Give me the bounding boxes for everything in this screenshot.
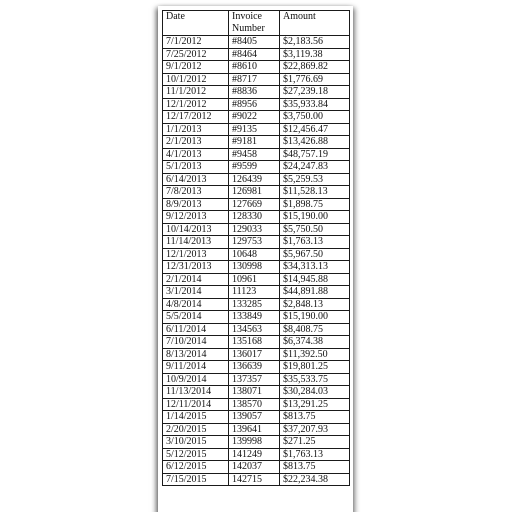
date-cell: 3/10/2015 bbox=[163, 436, 229, 449]
invoice-number-cell: 139998 bbox=[229, 436, 280, 449]
table-row bbox=[163, 448, 350, 461]
table-row bbox=[163, 148, 350, 161]
table-row bbox=[163, 186, 350, 199]
invoice-number-cell: #8956 bbox=[229, 98, 280, 111]
amount-cell: $35,933.84 bbox=[280, 98, 350, 111]
invoice-number-cell: 136017 bbox=[229, 348, 280, 361]
table-row bbox=[163, 211, 350, 224]
amount-cell: $22,234.38 bbox=[280, 473, 350, 486]
date-cell: 12/31/2013 bbox=[163, 261, 229, 274]
invoice-number-cell: #9458 bbox=[229, 148, 280, 161]
date-cell: 12/1/2012 bbox=[163, 98, 229, 111]
amount-cell: $37,207.93 bbox=[280, 423, 350, 436]
invoice-number-cell: #8836 bbox=[229, 86, 280, 99]
table-row bbox=[163, 373, 350, 386]
invoice-table-body bbox=[163, 36, 350, 486]
table-row bbox=[163, 36, 350, 49]
table-row bbox=[163, 86, 350, 99]
table-row bbox=[163, 236, 350, 249]
date-cell: 2/20/2015 bbox=[163, 423, 229, 436]
date-cell: 10/14/2013 bbox=[163, 223, 229, 236]
date-cell: 5/12/2015 bbox=[163, 448, 229, 461]
date-cell: 10/9/2014 bbox=[163, 373, 229, 386]
invoice-number-cell: 139057 bbox=[229, 411, 280, 424]
invoice-number-cell: 142037 bbox=[229, 461, 280, 474]
amount-cell: $15,190.00 bbox=[280, 211, 350, 224]
date-cell: 11/1/2012 bbox=[163, 86, 229, 99]
invoice-table-header bbox=[163, 11, 350, 36]
table-row bbox=[163, 461, 350, 474]
date-cell: 12/1/2013 bbox=[163, 248, 229, 261]
invoice-number-cell: 141249 bbox=[229, 448, 280, 461]
table-row bbox=[163, 311, 350, 324]
table-row bbox=[163, 223, 350, 236]
table-row bbox=[163, 473, 350, 486]
amount-cell: $11,528.13 bbox=[280, 186, 350, 199]
invoice-number-cell: #8464 bbox=[229, 48, 280, 61]
invoice-number-cell: #9181 bbox=[229, 136, 280, 149]
header-row bbox=[163, 11, 350, 36]
amount-cell: $22,869.82 bbox=[280, 61, 350, 74]
invoice-number-cell: 129753 bbox=[229, 236, 280, 249]
invoice-number-cell: 134563 bbox=[229, 323, 280, 336]
invoice-number-cell: 139641 bbox=[229, 423, 280, 436]
amount-cell: $271.25 bbox=[280, 436, 350, 449]
table-row bbox=[163, 348, 350, 361]
invoice-number-cell: 126981 bbox=[229, 186, 280, 199]
invoice-number-cell: #8610 bbox=[229, 61, 280, 74]
amount-cell: $813.75 bbox=[280, 461, 350, 474]
table-row bbox=[163, 361, 350, 374]
amount-cell: $13,426.88 bbox=[280, 136, 350, 149]
date-cell: 4/8/2014 bbox=[163, 298, 229, 311]
date-cell: 9/1/2012 bbox=[163, 61, 229, 74]
amount-cell: $6,374.38 bbox=[280, 336, 350, 349]
invoice-number-cell: 138071 bbox=[229, 386, 280, 399]
invoice-number-cell: 129033 bbox=[229, 223, 280, 236]
amount-cell: $13,291.25 bbox=[280, 398, 350, 411]
table-row bbox=[163, 423, 350, 436]
amount-column-header: Amount bbox=[280, 11, 350, 36]
table-row bbox=[163, 261, 350, 274]
date-cell: 1/14/2015 bbox=[163, 411, 229, 424]
date-cell: 7/10/2014 bbox=[163, 336, 229, 349]
table-row bbox=[163, 161, 350, 174]
table-row bbox=[163, 173, 350, 186]
table-row bbox=[163, 323, 350, 336]
amount-cell: $44,891.88 bbox=[280, 286, 350, 299]
amount-cell: $5,259.53 bbox=[280, 173, 350, 186]
amount-cell: $35,533.75 bbox=[280, 373, 350, 386]
amount-cell: $1,763.13 bbox=[280, 448, 350, 461]
amount-cell: $813.75 bbox=[280, 411, 350, 424]
amount-cell: $19,801.25 bbox=[280, 361, 350, 374]
invoice-number-cell: 127669 bbox=[229, 198, 280, 211]
table-row bbox=[163, 286, 350, 299]
invoice-number-cell: #9135 bbox=[229, 123, 280, 136]
amount-cell: $12,456.47 bbox=[280, 123, 350, 136]
date-cell: 9/12/2013 bbox=[163, 211, 229, 224]
table-row bbox=[163, 436, 350, 449]
table-row bbox=[163, 273, 350, 286]
invoice-number-cell: 11123 bbox=[229, 286, 280, 299]
amount-cell: $5,750.50 bbox=[280, 223, 350, 236]
invoice-number-cell: 126439 bbox=[229, 173, 280, 186]
date-cell: 7/8/2013 bbox=[163, 186, 229, 199]
date-cell: 8/9/2013 bbox=[163, 198, 229, 211]
invoice-ledger-sheet bbox=[158, 6, 353, 512]
amount-cell: $1,776.69 bbox=[280, 73, 350, 86]
table-row bbox=[163, 48, 350, 61]
date-cell: 6/14/2013 bbox=[163, 173, 229, 186]
date-cell: 7/15/2015 bbox=[163, 473, 229, 486]
table-row bbox=[163, 248, 350, 261]
invoice-number-cell: 142715 bbox=[229, 473, 280, 486]
amount-cell: $27,239.18 bbox=[280, 86, 350, 99]
invoice-number-cell: 10648 bbox=[229, 248, 280, 261]
table-row bbox=[163, 111, 350, 124]
date-cell: 12/17/2012 bbox=[163, 111, 229, 124]
table-row bbox=[163, 61, 350, 74]
amount-cell: $2,848.13 bbox=[280, 298, 350, 311]
date-cell: 11/13/2014 bbox=[163, 386, 229, 399]
table-row bbox=[163, 336, 350, 349]
amount-cell: $1,898.75 bbox=[280, 198, 350, 211]
date-cell: 3/1/2014 bbox=[163, 286, 229, 299]
invoice-number-cell: 133849 bbox=[229, 311, 280, 324]
date-cell: 11/14/2013 bbox=[163, 236, 229, 249]
invoice-number-cell: 135168 bbox=[229, 336, 280, 349]
table-row bbox=[163, 98, 350, 111]
invoice-number-cell: #8717 bbox=[229, 73, 280, 86]
date-cell: 7/1/2012 bbox=[163, 36, 229, 49]
date-cell: 4/1/2013 bbox=[163, 148, 229, 161]
invoice-number-cell: #8405 bbox=[229, 36, 280, 49]
invoice-number-cell: 10961 bbox=[229, 273, 280, 286]
date-cell: 8/13/2014 bbox=[163, 348, 229, 361]
invoice-number-cell: 138570 bbox=[229, 398, 280, 411]
amount-cell: $14,945.88 bbox=[280, 273, 350, 286]
date-cell: 2/1/2013 bbox=[163, 136, 229, 149]
amount-cell: $48,757.19 bbox=[280, 148, 350, 161]
amount-cell: $30,284.03 bbox=[280, 386, 350, 399]
date-cell: 6/12/2015 bbox=[163, 461, 229, 474]
table-row bbox=[163, 123, 350, 136]
amount-cell: $34,313.13 bbox=[280, 261, 350, 274]
table-row bbox=[163, 411, 350, 424]
amount-cell: $8,408.75 bbox=[280, 323, 350, 336]
table-row bbox=[163, 398, 350, 411]
invoice-number-cell: #9022 bbox=[229, 111, 280, 124]
table-row bbox=[163, 298, 350, 311]
amount-cell: $5,967.50 bbox=[280, 248, 350, 261]
invoice-number-cell: 137357 bbox=[229, 373, 280, 386]
invoice-number-cell: 136639 bbox=[229, 361, 280, 374]
invoice-number-cell: 133285 bbox=[229, 298, 280, 311]
table-row bbox=[163, 136, 350, 149]
invoice-table bbox=[162, 10, 350, 486]
amount-cell: $3,750.00 bbox=[280, 111, 350, 124]
table-row bbox=[163, 198, 350, 211]
date-cell: 12/11/2014 bbox=[163, 398, 229, 411]
date-cell: 1/1/2013 bbox=[163, 123, 229, 136]
amount-cell: $24,247.83 bbox=[280, 161, 350, 174]
amount-cell: $11,392.50 bbox=[280, 348, 350, 361]
invoice-number-cell: 130998 bbox=[229, 261, 280, 274]
amount-cell: $2,183.56 bbox=[280, 36, 350, 49]
invoice-number-cell: #9599 bbox=[229, 161, 280, 174]
invoice-number-cell: 128330 bbox=[229, 211, 280, 224]
amount-cell: $15,190.00 bbox=[280, 311, 350, 324]
date-cell: 5/1/2013 bbox=[163, 161, 229, 174]
date-column-header: Date bbox=[163, 11, 229, 36]
amount-cell: $3,119.38 bbox=[280, 48, 350, 61]
table-row bbox=[163, 73, 350, 86]
date-cell: 7/25/2012 bbox=[163, 48, 229, 61]
date-cell: 9/11/2014 bbox=[163, 361, 229, 374]
amount-cell: $1,763.13 bbox=[280, 236, 350, 249]
date-cell: 10/1/2012 bbox=[163, 73, 229, 86]
table-row bbox=[163, 386, 350, 399]
date-cell: 5/5/2014 bbox=[163, 311, 229, 324]
date-cell: 6/11/2014 bbox=[163, 323, 229, 336]
date-cell: 2/1/2014 bbox=[163, 273, 229, 286]
invoice-number-column-header: Invoice Number bbox=[229, 11, 280, 36]
